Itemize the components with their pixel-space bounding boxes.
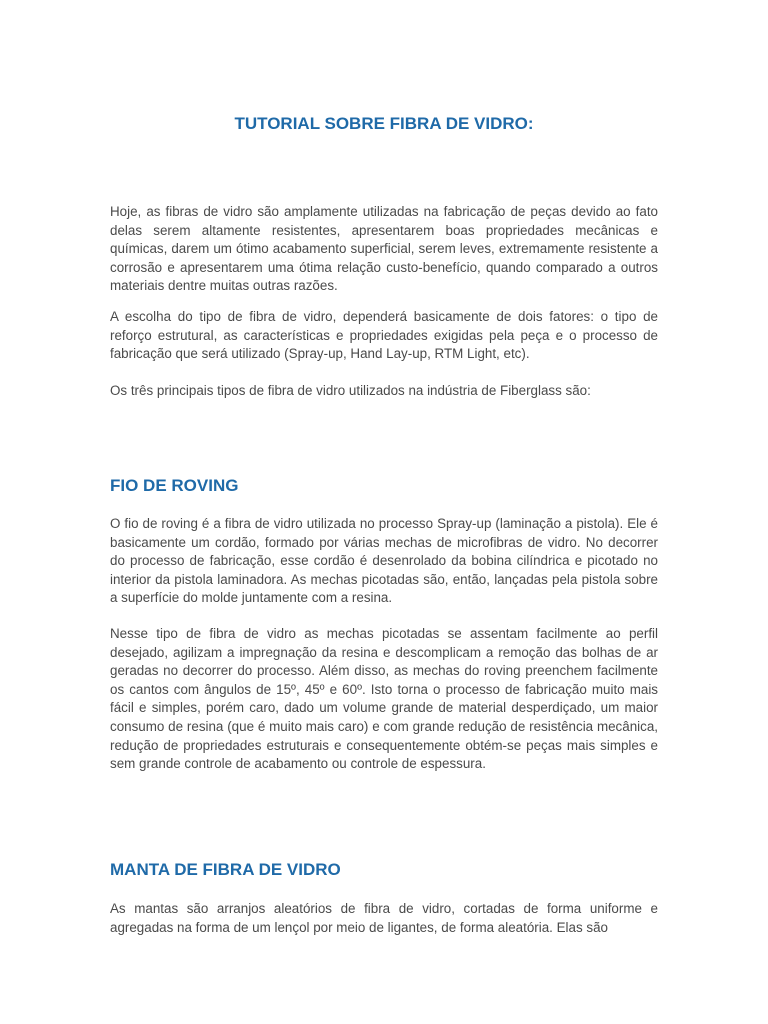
intro-paragraph-2: A escolha do tipo de fibra de vidro, dependerá basicamente de dois fatores: o tipo de reforço estrutural, as características e propriedades exigidas pela peça e o processo de fabricação que será utilizado (Spray-up, Hand Lay-up, RTM Light, etc). xyxy=(110,309,658,362)
page-title: TUTORIAL SOBRE FIBRA DE VIDRO: xyxy=(234,114,534,133)
section-heading-manta: MANTA DE FIBRA DE VIDRO xyxy=(110,860,341,879)
intro-paragraph-3: Os três principais tipos de fibra de vidro utilizados na indústria de Fiberglass são: xyxy=(110,383,591,398)
roving-paragraph-1: O fio de roving é a fibra de vidro utilizada no processo Spray-up (laminação a pistola). Ele é basicamente um cordão, formado por várias mechas de microfibras de vidro. No decorrer do processo de fabricação, esse cordão é desenrolado da bobina cilíndrica e picotado no interior da pistola laminadora. As mechas picotadas são, então, lançadas pela pistola sobre a superfície do molde juntamente com a resina. xyxy=(110,516,658,606)
roving-paragraph-2: Nesse tipo de fibra de vidro as mechas picotadas se assentam facilmente ao perfil desejado, agilizam a impregnação da resina e descomplicam a remoção das bolhas de ar geradas no decorrer do processo. Além disso, as mechas do roving preenchem facilmente os cantos com ângulos de 15º, 45º e 60º. Isto torna o processo de fabricação muito mais fácil e simples, porém caro, dado um volume grande de material desperdiçado, um maior consumo de resina (que é muito mais caro) e com grande redução de resistência mecânica, redução de propriedades estruturais e consequentemente obtém-se peças mais simples e sem grande controle de acabamento ou controle de espessura. xyxy=(110,626,658,772)
intro-paragraph-1: Hoje, as fibras de vidro são amplamente utilizadas na fabricação de peças devido ao fato delas serem altamente resistentes, apresentarem boas propriedades mecânicas e químicas, darem um ótimo acabamento superficial, serem leves, extremamente resistente a corrosão e apresentarem uma ótima relação custo-benefício, quando comparado a outros materiais dentre muitas outras razões. xyxy=(110,204,658,294)
manta-paragraph-1: As mantas são arranjos aleatórios de fibra de vidro, cortadas de forma uniforme e agregadas na forma de um lençol por meio de ligantes, de forma aleatória. Elas são xyxy=(110,901,658,935)
section-heading-roving: FIO DE ROVING xyxy=(110,476,239,495)
